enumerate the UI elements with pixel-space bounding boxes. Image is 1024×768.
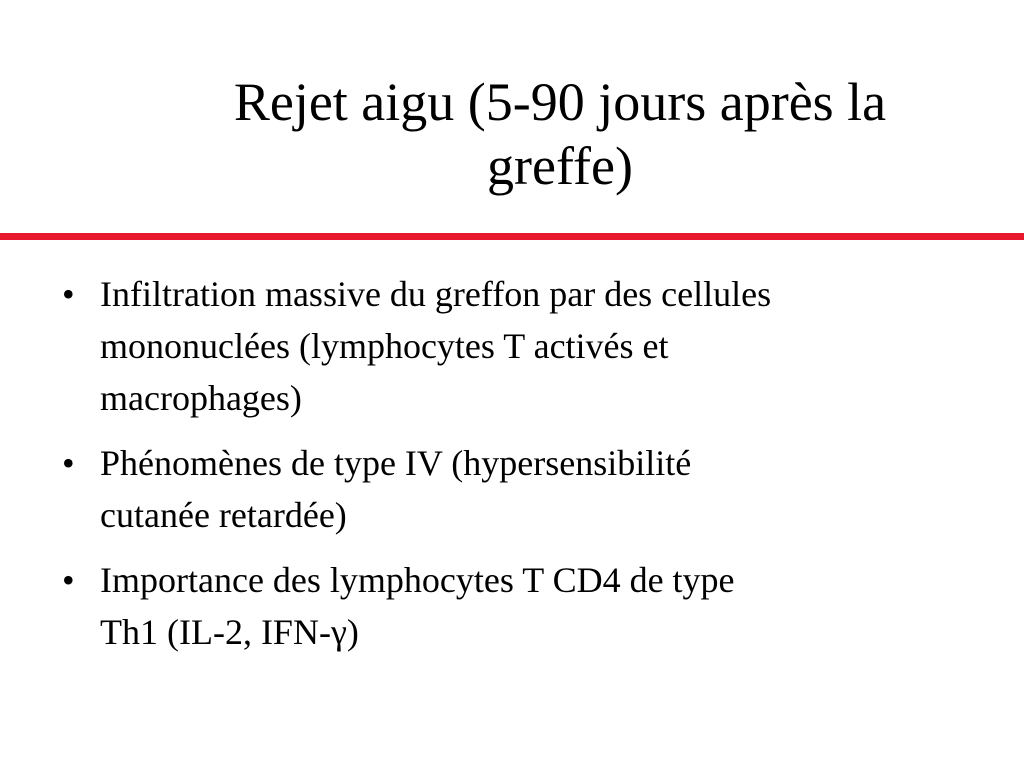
title-line-2: greffe) xyxy=(487,136,633,196)
bullet-3-line-1: Importance des lymphocytes T CD4 de type xyxy=(100,560,735,600)
bullet-3-line-2: Th1 (IL-2, IFN-γ) xyxy=(100,612,359,652)
bullet-marker: • xyxy=(62,560,75,600)
slide-title xyxy=(60,70,1024,198)
bullet-marker: • xyxy=(62,443,75,483)
bullet-2-line-1: Phénomènes de type IV (hypersensibilité xyxy=(100,443,692,483)
bullet-item-2 xyxy=(62,437,982,541)
bullet-marker: • xyxy=(62,274,75,314)
bullet-1-line-1: Infiltration massive du greffon par des cellules xyxy=(100,274,772,314)
title-divider xyxy=(0,233,1024,240)
bullet-item-3 xyxy=(62,554,982,658)
bullet-2-line-2: cutanée retardée) xyxy=(100,495,347,535)
bullet-item-1 xyxy=(62,268,982,424)
bullet-list xyxy=(62,268,982,671)
bullet-1-line-3: macrophages) xyxy=(100,378,302,418)
bullet-1-line-2: mononuclées (lymphocytes T activés et xyxy=(100,326,669,366)
title-line-1: Rejet aigu (5-90 jours après la xyxy=(233,72,887,132)
